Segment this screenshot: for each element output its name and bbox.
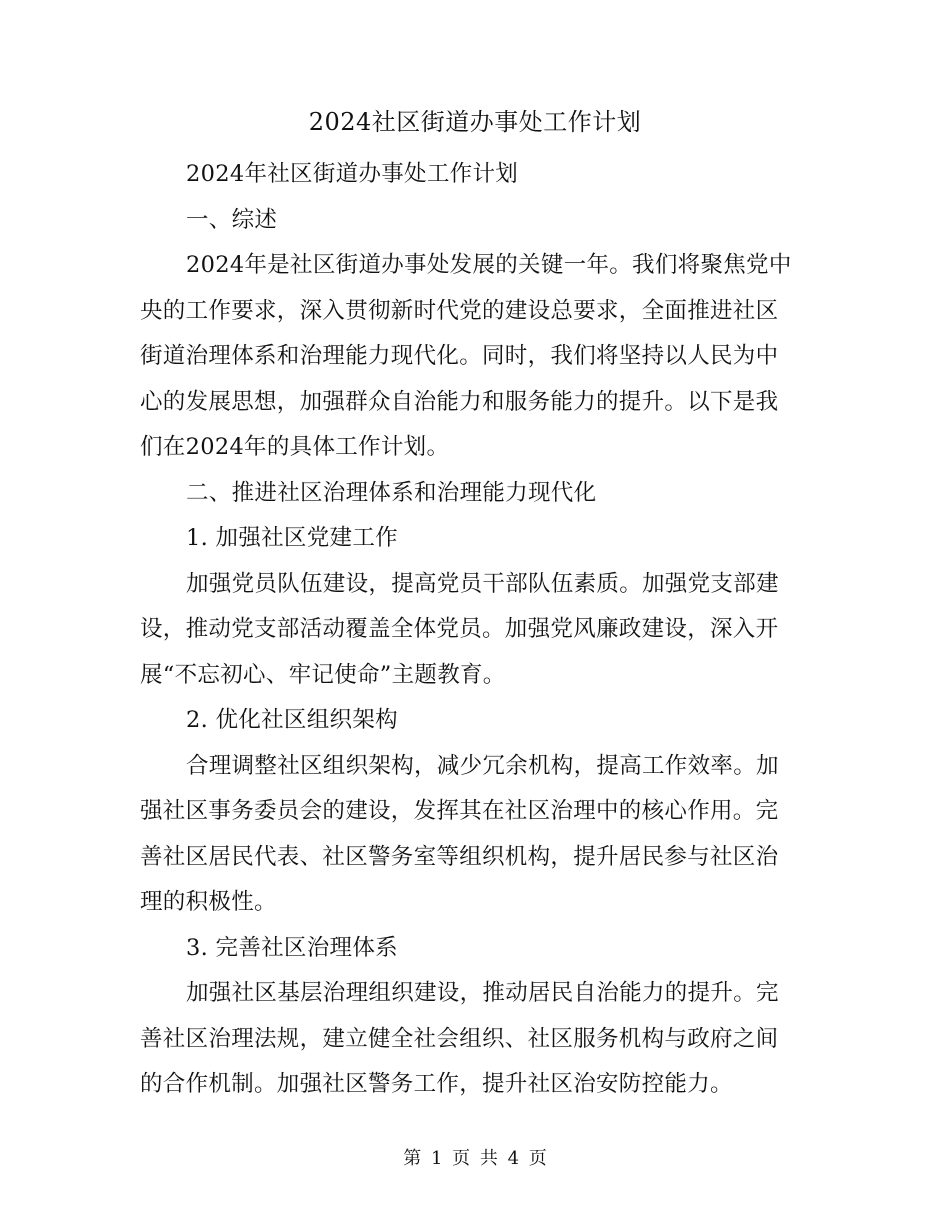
text-line: 加强党员队伍建设，提高党员干部队伍素质。加强党支部建 bbox=[186, 570, 779, 597]
text-line: 强社区事务委员会的建设，发挥其在社区治理中的核心作用。完 bbox=[140, 798, 779, 824]
text-line: 善社区居民代表、社区警务室等组织机构，提升居民参与社区治 bbox=[140, 843, 779, 870]
text-line: 加强社区基层治理组织建设，推动居民自治能力的提升。完 bbox=[186, 980, 779, 1006]
text-line: 的合作机制。加强社区警务工作，提升社区治安防控能力。 bbox=[140, 1071, 733, 1097]
text-line: 善社区治理法规，建立健全社会组织、社区服务机构与政府之间 bbox=[140, 1025, 779, 1052]
page-footer: 第 1 页 共 4 页 bbox=[403, 1148, 547, 1169]
text-line: 展“不忘初心、牢记使命”主题教育。 bbox=[140, 661, 506, 688]
text-line: 设，推动党支部活动覆盖全体党员。加强党风廉政建设，深入开 bbox=[140, 616, 779, 642]
text-line: 2024年是社区街道办事处发展的关键一年。我们将聚焦党中 bbox=[186, 252, 792, 278]
text-line: 合理调整社区组织架构，减少冗余机构，提高工作效率。加 bbox=[186, 752, 779, 779]
text-line: 们在2024年的具体工作计划。 bbox=[140, 434, 450, 460]
text-line: 理的积极性。 bbox=[140, 889, 277, 915]
document-body bbox=[140, 152, 800, 1108]
text-line: 街道治理体系和治理能力现代化。同时，我们将坚持以人民为中 bbox=[140, 343, 779, 369]
text-line: 二、推进社区治理体系和治理能力现代化 bbox=[186, 479, 597, 506]
text-line: 3. 完善社区治理体系 bbox=[186, 934, 398, 961]
text-line: 一、综述 bbox=[186, 206, 278, 233]
document-title: 2024社区街道办事处工作计划 bbox=[308, 108, 642, 136]
text-line: 2. 优化社区组织架构 bbox=[186, 707, 398, 733]
text-line: 央的工作要求，深入贯彻新时代党的建设总要求，全面推进社区 bbox=[140, 297, 779, 324]
text-line: 1. 加强社区党建工作 bbox=[186, 525, 398, 551]
text-line: 心的发展思想，加强群众自治能力和服务能力的提升。以下是我 bbox=[140, 388, 779, 415]
text-line: 2024年社区街道办事处工作计划 bbox=[186, 161, 519, 187]
